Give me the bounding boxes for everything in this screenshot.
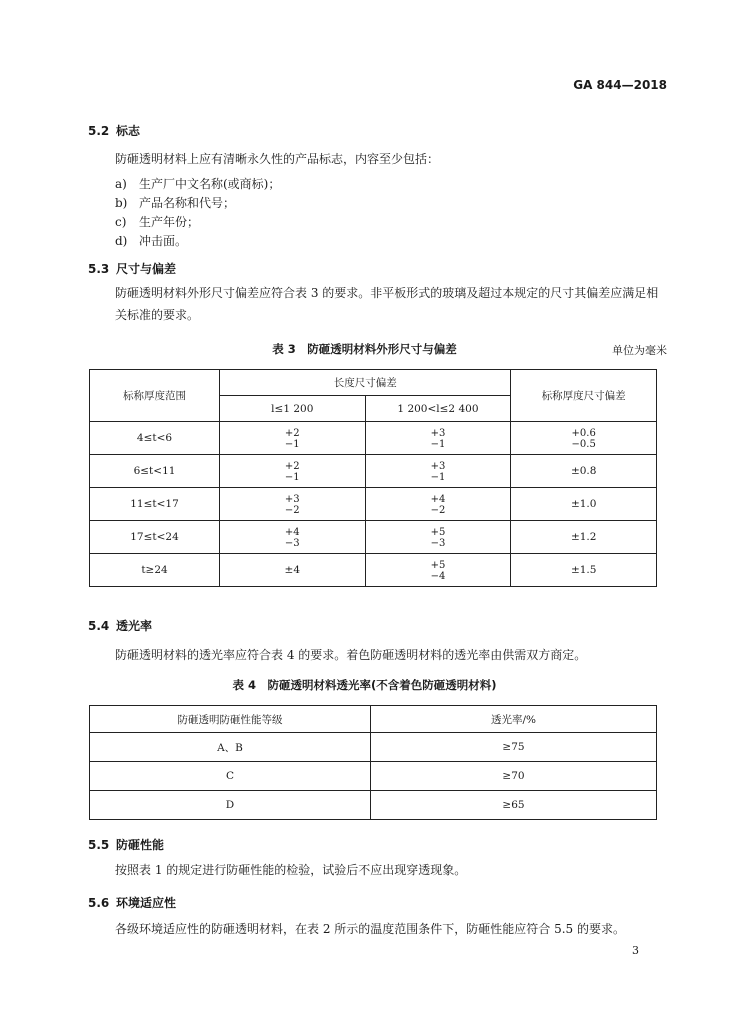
section-5-6-title bbox=[88, 894, 176, 911]
cell-range: 4≤t<6 bbox=[90, 422, 220, 455]
section-5-3-title bbox=[88, 260, 176, 277]
tol-lower: −4 bbox=[430, 570, 446, 582]
tol-upper: +2 bbox=[284, 460, 300, 472]
tol-lower: −1 bbox=[284, 438, 300, 450]
tol-upper: +3 bbox=[284, 493, 300, 505]
section-number: 5.3 bbox=[88, 262, 110, 276]
table-row bbox=[90, 733, 657, 762]
cell-transmittance: ≥70 bbox=[371, 762, 657, 791]
cell-thickness: ±1.2 bbox=[511, 521, 657, 554]
section-heading: 环境适应性 bbox=[116, 896, 177, 910]
tol-lower: −3 bbox=[284, 537, 300, 549]
list-label: a) bbox=[115, 177, 127, 191]
section-heading: 尺寸与偏差 bbox=[116, 262, 177, 276]
cell-l1 bbox=[220, 422, 366, 455]
cell-range: 11≤t<17 bbox=[90, 488, 220, 521]
header-range: 标称厚度范围 bbox=[90, 370, 220, 422]
section-heading: 标志 bbox=[116, 124, 141, 138]
list-text: 冲击面。 bbox=[139, 234, 188, 248]
cell-transmittance: ≥65 bbox=[371, 791, 657, 820]
cell-thickness bbox=[511, 422, 657, 455]
table-row bbox=[90, 455, 657, 488]
cell-grade: D bbox=[90, 791, 371, 820]
cell-l1: ±4 bbox=[220, 554, 366, 587]
section-heading: 透光率 bbox=[116, 619, 153, 633]
table-3 bbox=[89, 369, 657, 587]
tol-lower: −0.5 bbox=[571, 438, 596, 450]
tol-upper: +0.6 bbox=[571, 427, 596, 439]
cell-thickness: ±0.8 bbox=[511, 455, 657, 488]
header-grade: 防砸透明防砸性能等级 bbox=[90, 706, 371, 733]
page-number: 3 bbox=[632, 944, 639, 957]
table-3-caption: 表 3 防砸透明材料外形尺寸与偏差 bbox=[272, 342, 457, 356]
cell-grade: C bbox=[90, 762, 371, 791]
cell-l2 bbox=[365, 422, 511, 455]
cell-l1 bbox=[220, 455, 366, 488]
cell-l2 bbox=[365, 521, 511, 554]
tol-lower: −2 bbox=[430, 504, 446, 516]
tol-lower: −1 bbox=[284, 471, 300, 483]
table-4-caption: 表 4 防砸透明材料透光率(不含着色防砸透明材料) bbox=[232, 678, 497, 692]
section-heading: 防砸性能 bbox=[116, 838, 165, 852]
table-row bbox=[90, 762, 657, 791]
table-3-unit: 单位为毫米 bbox=[612, 344, 667, 357]
cell-thickness: ±1.0 bbox=[511, 488, 657, 521]
list-label: c) bbox=[115, 215, 127, 229]
section-number: 5.4 bbox=[88, 619, 110, 633]
section-5-3-paragraph: 防砸透明材料外形尺寸偏差应符合表 3 的要求。非平板形式的玻璃及超过本规定的尺寸其偏差应满足相关标准的要求。 bbox=[115, 286, 659, 322]
section-5-5-title bbox=[88, 836, 164, 853]
section-number: 5.5 bbox=[88, 838, 110, 852]
section-5-2-title bbox=[88, 122, 140, 139]
header-length: 长度尺寸偏差 bbox=[220, 370, 511, 396]
list-text: 产品名称和代号； bbox=[139, 196, 236, 210]
tol-upper: +4 bbox=[430, 493, 446, 505]
tol-upper: +2 bbox=[284, 427, 300, 439]
list-item bbox=[115, 194, 235, 211]
list-item bbox=[115, 213, 199, 230]
list-text: 生产厂中文名称(或商标)； bbox=[139, 177, 281, 191]
cell-range: t≥24 bbox=[90, 554, 220, 587]
section-5-4-title bbox=[88, 617, 152, 634]
tol-lower: −2 bbox=[284, 504, 300, 516]
section-5-6-paragraph: 各级环境适应性的防砸透明材料，在表 2 所示的温度范围条件下，防砸性能应符合 5.5 的要求。 bbox=[115, 922, 625, 936]
list-label: d) bbox=[115, 234, 128, 248]
table-row bbox=[90, 791, 657, 820]
cell-thickness: ±1.5 bbox=[511, 554, 657, 587]
cell-l1 bbox=[220, 488, 366, 521]
tol-upper: +3 bbox=[430, 427, 446, 439]
cell-grade: A、B bbox=[90, 733, 371, 762]
table-4 bbox=[89, 705, 657, 820]
list-item bbox=[115, 175, 280, 192]
tol-lower: −1 bbox=[430, 471, 446, 483]
section-number: 5.6 bbox=[88, 896, 110, 910]
table-row bbox=[90, 521, 657, 554]
cell-range: 17≤t<24 bbox=[90, 521, 220, 554]
header-thickness: 标称厚度尺寸偏差 bbox=[511, 370, 657, 422]
list-label: b) bbox=[115, 196, 128, 210]
cell-l2 bbox=[365, 554, 511, 587]
section-number: 5.2 bbox=[88, 124, 110, 138]
cell-transmittance: ≥75 bbox=[371, 733, 657, 762]
tol-lower: −3 bbox=[430, 537, 446, 549]
tol-upper: +5 bbox=[430, 526, 446, 538]
header-transmittance: 透光率/% bbox=[371, 706, 657, 733]
standard-code: GA 844—2018 bbox=[573, 78, 667, 92]
cell-l1 bbox=[220, 521, 366, 554]
tol-upper: +5 bbox=[430, 559, 446, 571]
table-row bbox=[90, 488, 657, 521]
table-row bbox=[90, 554, 657, 587]
table-row bbox=[90, 422, 657, 455]
tol-upper: +4 bbox=[284, 526, 300, 538]
list-text: 生产年份； bbox=[139, 215, 200, 229]
tol-upper: +3 bbox=[430, 460, 446, 472]
section-5-4-paragraph: 防砸透明材料的透光率应符合表 4 的要求。着色防砸透明材料的透光率由供需双方商定。 bbox=[115, 648, 587, 662]
cell-range: 6≤t<11 bbox=[90, 455, 220, 488]
cell-l2 bbox=[365, 455, 511, 488]
tol-lower: −1 bbox=[430, 438, 446, 450]
section-5-5-paragraph: 按照表 1 的规定进行防砸性能的检验，试验后不应出现穿透现象。 bbox=[115, 863, 467, 877]
list-item bbox=[115, 232, 187, 249]
header-length-2: 1 200<l≤2 400 bbox=[365, 396, 511, 422]
section-5-2-intro: 防砸透明材料上应有清晰永久性的产品标志，内容至少包括： bbox=[115, 152, 440, 166]
header-length-1: l≤1 200 bbox=[220, 396, 366, 422]
cell-l2 bbox=[365, 488, 511, 521]
